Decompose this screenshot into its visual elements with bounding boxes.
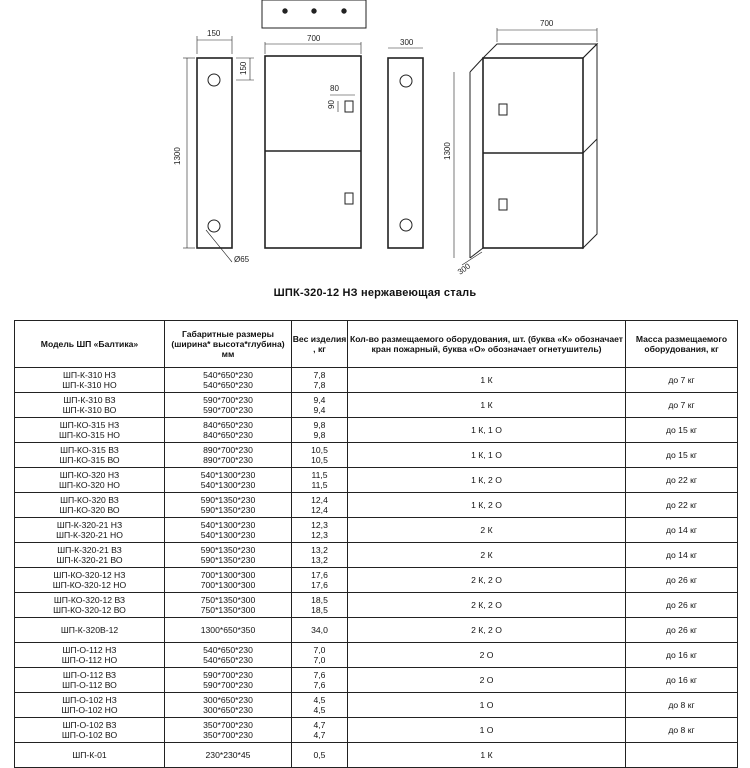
cell-model bbox=[15, 468, 165, 493]
cell-model-line: ШП-КО-320-12 НЗ bbox=[53, 570, 126, 580]
table-header-row bbox=[15, 321, 738, 368]
cell-weight bbox=[292, 418, 348, 443]
cell-equipment: 2 О bbox=[348, 668, 626, 693]
cell-weight bbox=[292, 518, 348, 543]
cell-weight-line: 4,7 bbox=[313, 730, 326, 740]
cell-weight bbox=[292, 493, 348, 518]
table-row bbox=[15, 493, 738, 518]
cell-weight-line: 9,8 bbox=[313, 430, 326, 440]
header-equipment: Кол-во размещаемого оборудования, шт. (буква «К» обозначает кран пожарный, буква «О» обозначает огнетушитель) bbox=[348, 321, 626, 368]
cell-weight-line: 12,3 bbox=[311, 520, 328, 530]
dim-handle-w: 80 bbox=[330, 84, 339, 93]
table-row bbox=[15, 668, 738, 693]
cell-dimensions-line: 540*1300*230 bbox=[200, 470, 256, 480]
cell-dimensions-line: 890*700*230 bbox=[203, 455, 253, 465]
cell-equipment: 1 О bbox=[348, 693, 626, 718]
cell-equipment: 1 К, 2 О bbox=[348, 468, 626, 493]
cell-weight-line: 12,4 bbox=[311, 495, 328, 505]
cell-model bbox=[15, 568, 165, 593]
cell-dimensions-line: 540*650*230 bbox=[203, 380, 253, 390]
dim-depth-top: 300 bbox=[400, 38, 414, 47]
cell-model-line: ШП-О-102 ВЗ bbox=[62, 720, 117, 730]
cell-dimensions-line: 350*700*230 bbox=[203, 730, 253, 740]
cell-dimensions-line: 840*650*230 bbox=[203, 420, 253, 430]
table-row bbox=[15, 418, 738, 443]
cell-model bbox=[15, 718, 165, 743]
cell-model-line: ШП-О-112 ВО bbox=[62, 680, 117, 690]
dim-height-left: 1300 bbox=[173, 147, 182, 165]
table-row bbox=[15, 743, 738, 768]
header-dimensions: Габаритные размеры (ширина* высота*глубина) мм bbox=[165, 321, 292, 368]
cell-dimensions bbox=[165, 493, 292, 518]
cell-model-line: ШП-КО-315 НЗ bbox=[59, 420, 120, 430]
cell-model-line: ШП-КО-315 НО bbox=[59, 430, 120, 440]
cell-weight bbox=[292, 568, 348, 593]
cell-dimensions bbox=[165, 468, 292, 493]
cell-weight bbox=[292, 668, 348, 693]
cell-weight-line: 17,6 bbox=[311, 570, 328, 580]
cell-mass: до 26 кг bbox=[626, 593, 738, 618]
drawing-caption: ШПК-320-12 НЗ нержавеющая сталь bbox=[273, 287, 477, 299]
cell-mass: до 16 кг bbox=[626, 668, 738, 693]
cell-model-line: ШП-К-320-21 НЗ bbox=[56, 520, 123, 530]
cell-model-line: ШП-КО-320 НО bbox=[59, 480, 120, 490]
cell-dimensions bbox=[165, 568, 292, 593]
cell-model bbox=[15, 593, 165, 618]
cell-weight-line: 7,0 bbox=[313, 655, 326, 665]
cell-mass: до 26 кг bbox=[626, 618, 738, 643]
table-row bbox=[15, 518, 738, 543]
cell-weight-line: 18,5 bbox=[311, 595, 328, 605]
cell-model-line: ШП-О-112 НЗ bbox=[62, 645, 117, 655]
cell-model bbox=[15, 518, 165, 543]
cell-model-line: ШП-О-112 ВЗ bbox=[62, 670, 117, 680]
cell-dimensions-line: 1300*650*350 bbox=[200, 625, 256, 635]
cell-equipment: 1 К, 1 О bbox=[348, 443, 626, 468]
cell-weight bbox=[292, 543, 348, 568]
cell-model-line: ШП-О-102 НЗ bbox=[62, 695, 117, 705]
cell-dimensions-line: 590*700*230 bbox=[203, 670, 253, 680]
cell-model-line: ШП-КО-320-12 ВО bbox=[53, 605, 126, 615]
table-row bbox=[15, 693, 738, 718]
cell-weight-line: 9,8 bbox=[313, 420, 326, 430]
cell-weight-line: 13,2 bbox=[311, 555, 328, 565]
cell-equipment: 1 К bbox=[348, 393, 626, 418]
cell-model bbox=[15, 368, 165, 393]
cell-equipment: 2 К bbox=[348, 518, 626, 543]
cell-dimensions bbox=[165, 543, 292, 568]
cell-weight-line: 10,5 bbox=[311, 455, 328, 465]
cell-dimensions bbox=[165, 393, 292, 418]
cell-dimensions-line: 590*1350*230 bbox=[200, 545, 256, 555]
cell-equipment: 1 О bbox=[348, 718, 626, 743]
cell-model bbox=[15, 443, 165, 468]
cell-mass: до 22 кг bbox=[626, 493, 738, 518]
cell-dimensions-line: 750*1350*300 bbox=[200, 605, 256, 615]
cell-weight-line: 9,4 bbox=[313, 405, 326, 415]
cell-mass: до 22 кг bbox=[626, 468, 738, 493]
cell-equipment: 2 К bbox=[348, 543, 626, 568]
table-body bbox=[15, 368, 738, 768]
cell-weight bbox=[292, 393, 348, 418]
cell-dimensions-line: 590*1350*230 bbox=[200, 555, 256, 565]
cell-dimensions bbox=[165, 693, 292, 718]
cell-model-line: ШП-О-102 НО bbox=[61, 705, 118, 715]
cell-weight-line: 0,5 bbox=[313, 750, 326, 760]
cell-dimensions-line: 590*700*230 bbox=[203, 405, 253, 415]
cell-weight-line: 18,5 bbox=[311, 605, 328, 615]
dim-iso-width: 700 bbox=[540, 19, 554, 28]
cell-model-line: ШП-К-310 ВЗ bbox=[63, 395, 116, 405]
header-weight: Вес изделия , кг bbox=[292, 321, 348, 368]
cell-model-line: ШП-КО-320 ВО bbox=[59, 505, 120, 515]
cell-model-line: ШП-О-102 ВО bbox=[61, 730, 118, 740]
dim-front-width: 700 bbox=[307, 34, 321, 43]
dim-iso-depth: 300 bbox=[455, 261, 473, 277]
cell-model-line: ШП-К-310 НО bbox=[62, 380, 117, 390]
cell-mass: до 7 кг bbox=[626, 368, 738, 393]
cell-equipment: 2 О bbox=[348, 643, 626, 668]
cell-model-line: ШП-К-310 НЗ bbox=[63, 370, 116, 380]
cell-mass: до 15 кг bbox=[626, 418, 738, 443]
table-row bbox=[15, 468, 738, 493]
cell-weight-line: 7,8 bbox=[313, 380, 326, 390]
cell-dimensions-line: 590*700*230 bbox=[203, 680, 253, 690]
cell-dimensions-line: 590*1350*230 bbox=[200, 505, 256, 515]
table-row bbox=[15, 543, 738, 568]
cell-dimensions-line: 540*650*230 bbox=[203, 370, 253, 380]
cell-dimensions-line: 300*650*230 bbox=[203, 705, 253, 715]
cell-dimensions-line: 230*230*45 bbox=[205, 750, 251, 760]
table-row bbox=[15, 618, 738, 643]
cell-weight-line: 7,6 bbox=[313, 670, 326, 680]
header-model: Модель ШП «Балтика» bbox=[15, 321, 165, 368]
dim-hole-dia: Ø65 bbox=[234, 255, 250, 264]
cell-weight bbox=[292, 593, 348, 618]
cell-weight-line: 12,3 bbox=[311, 530, 328, 540]
cell-model-line: ШП-К-01 bbox=[72, 750, 107, 760]
cell-mass: до 14 кг bbox=[626, 518, 738, 543]
cell-weight-line: 17,6 bbox=[311, 580, 328, 590]
cell-dimensions-line: 590*700*230 bbox=[203, 395, 253, 405]
table-row bbox=[15, 568, 738, 593]
cell-weight-line: 7,0 bbox=[313, 645, 326, 655]
cell-dimensions bbox=[165, 443, 292, 468]
cell-weight-line: 4,7 bbox=[313, 720, 326, 730]
iso-top-face bbox=[483, 44, 597, 58]
cell-weight-line: 9,4 bbox=[313, 395, 326, 405]
cell-weight-line: 12,4 bbox=[311, 505, 328, 515]
table-row bbox=[15, 368, 738, 393]
cell-dimensions bbox=[165, 718, 292, 743]
cell-mass: до 16 кг bbox=[626, 643, 738, 668]
cell-model-line: ШП-КО-315 ВО bbox=[59, 455, 120, 465]
cell-weight-line: 13,2 bbox=[311, 545, 328, 555]
cell-equipment: 2 К, 2 О bbox=[348, 568, 626, 593]
cell-dimensions bbox=[165, 643, 292, 668]
cell-model bbox=[15, 543, 165, 568]
cell-model-line: ШП-К-320-21 ВЗ bbox=[57, 545, 122, 555]
cell-dimensions bbox=[165, 368, 292, 393]
cell-weight-line: 4,5 bbox=[313, 695, 326, 705]
cell-model-line: ШП-КО-320 НЗ bbox=[59, 470, 120, 480]
cell-dimensions bbox=[165, 593, 292, 618]
cell-equipment: 2 К, 2 О bbox=[348, 618, 626, 643]
cell-mass bbox=[626, 743, 738, 768]
cell-equipment: 1 К, 1 О bbox=[348, 418, 626, 443]
cell-weight bbox=[292, 643, 348, 668]
cell-model bbox=[15, 418, 165, 443]
cell-mass: до 8 кг bbox=[626, 718, 738, 743]
cell-model bbox=[15, 668, 165, 693]
cell-mass: до 8 кг bbox=[626, 693, 738, 718]
cell-model bbox=[15, 643, 165, 668]
cell-dimensions bbox=[165, 668, 292, 693]
cell-dimensions-line: 540*650*230 bbox=[203, 655, 253, 665]
cell-model bbox=[15, 493, 165, 518]
cell-dimensions-line: 590*1350*230 bbox=[200, 495, 256, 505]
cell-equipment: 1 К bbox=[348, 368, 626, 393]
cell-mass: до 15 кг bbox=[626, 443, 738, 468]
spec-table bbox=[14, 320, 738, 768]
cell-model bbox=[15, 693, 165, 718]
cell-mass: до 26 кг bbox=[626, 568, 738, 593]
cell-model-line: ШП-К-320-21 ВО bbox=[56, 555, 123, 565]
cell-dimensions-line: 300*650*230 bbox=[203, 695, 253, 705]
dim-height-right: 1300 bbox=[443, 142, 452, 160]
table-row bbox=[15, 443, 738, 468]
cell-mass: до 7 кг bbox=[626, 393, 738, 418]
top-view-panel bbox=[262, 0, 366, 28]
cell-weight bbox=[292, 693, 348, 718]
cell-weight-line: 7,8 bbox=[313, 370, 326, 380]
cell-weight bbox=[292, 443, 348, 468]
cell-dimensions bbox=[165, 743, 292, 768]
cell-model bbox=[15, 618, 165, 643]
cell-dimensions bbox=[165, 518, 292, 543]
cell-model-line: ШП-КО-315 ВЗ bbox=[60, 445, 119, 455]
cell-weight bbox=[292, 718, 348, 743]
cell-weight bbox=[292, 743, 348, 768]
cell-equipment: 1 К, 2 О bbox=[348, 493, 626, 518]
cell-model-line: ШП-КО-320-12 ВЗ bbox=[53, 595, 126, 605]
side-view-panel bbox=[197, 58, 232, 248]
cell-dimensions-line: 540*1300*230 bbox=[200, 480, 256, 490]
cell-model bbox=[15, 743, 165, 768]
dim-side-width: 150 bbox=[207, 29, 221, 38]
cell-weight-line: 11,5 bbox=[311, 470, 328, 480]
cell-weight bbox=[292, 618, 348, 643]
cell-model-line: ШП-КО-320-12 НО bbox=[52, 580, 127, 590]
cell-equipment: 1 К bbox=[348, 743, 626, 768]
cell-dimensions-line: 840*650*230 bbox=[203, 430, 253, 440]
cell-mass: до 14 кг bbox=[626, 543, 738, 568]
table-row bbox=[15, 718, 738, 743]
cabinet-drawing bbox=[0, 0, 750, 300]
cell-model-line: ШП-КО-320 ВЗ bbox=[60, 495, 119, 505]
cell-model-line: ШП-О-112 НО bbox=[61, 655, 118, 665]
cell-weight-line: 7,6 bbox=[313, 680, 326, 690]
cell-dimensions-line: 890*700*230 bbox=[203, 445, 253, 455]
cell-dimensions bbox=[165, 618, 292, 643]
cell-equipment: 2 К, 2 О bbox=[348, 593, 626, 618]
cell-dimensions bbox=[165, 418, 292, 443]
cell-dimensions-line: 350*700*230 bbox=[203, 720, 253, 730]
cell-dimensions-line: 540*1300*230 bbox=[200, 530, 256, 540]
front-view-panel bbox=[265, 56, 361, 248]
cell-model-line: ШП-К-320В-12 bbox=[60, 625, 119, 635]
cell-weight-line: 34,0 bbox=[311, 625, 328, 635]
cell-dimensions-line: 700*1300*300 bbox=[200, 580, 256, 590]
table-row bbox=[15, 593, 738, 618]
cell-dimensions-line: 540*650*230 bbox=[203, 645, 253, 655]
cell-model-line: ШП-К-310 ВО bbox=[62, 405, 117, 415]
table-row bbox=[15, 393, 738, 418]
header-mass: Масса размещаемого оборудования, кг bbox=[626, 321, 738, 368]
cell-dimensions-line: 540*1300*230 bbox=[200, 520, 256, 530]
cell-dimensions-line: 750*1350*300 bbox=[200, 595, 256, 605]
cell-weight-line: 11,5 bbox=[311, 480, 328, 490]
dim-handle-h: 90 bbox=[327, 100, 336, 109]
cell-weight bbox=[292, 468, 348, 493]
cell-model-line: ШП-К-320-21 НО bbox=[56, 530, 123, 540]
cell-model bbox=[15, 393, 165, 418]
table-row bbox=[15, 643, 738, 668]
cell-weight bbox=[292, 368, 348, 393]
cell-dimensions-line: 700*1300*300 bbox=[200, 570, 256, 580]
cell-weight-line: 4,5 bbox=[313, 705, 326, 715]
cell-weight-line: 10,5 bbox=[311, 445, 328, 455]
dim-hole-offset: 150 bbox=[239, 61, 248, 75]
